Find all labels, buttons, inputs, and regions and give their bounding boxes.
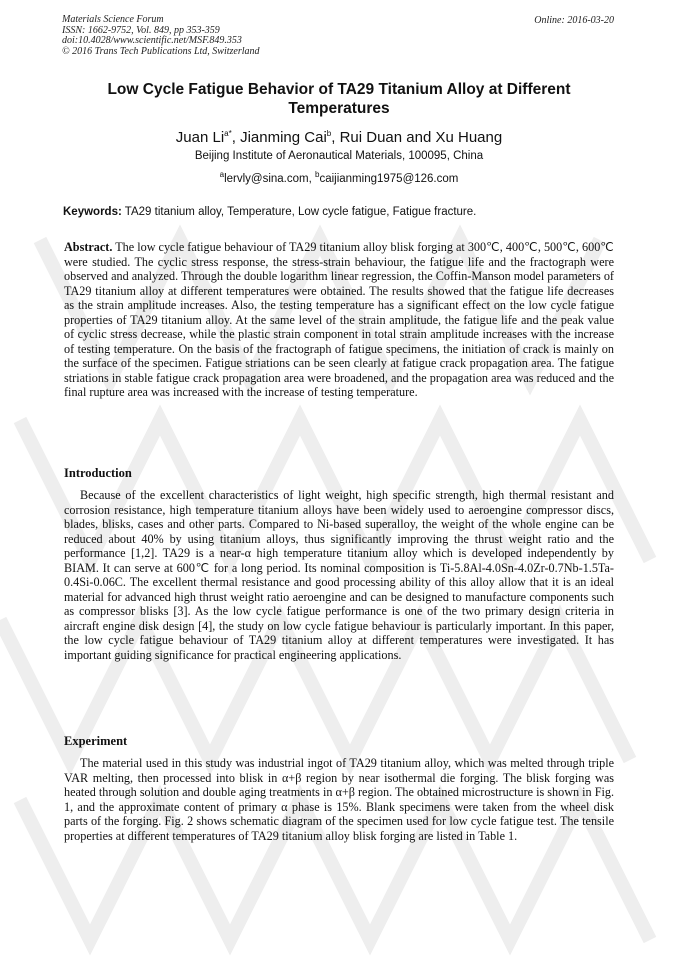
issn-line: ISSN: 1662-9752, Vol. 849, pp 353-359 bbox=[62, 24, 220, 36]
affiliation: Beijing Institute of Aeronautical Materials, 100095, China bbox=[194, 150, 484, 162]
author-superscript: a* bbox=[224, 129, 232, 138]
abstract-text: The low cycle fatigue behaviour of TA29 titanium alloy blisk forging at 300℃, 400℃, 500℃, 600℃ were studied. The cyclic stress response, the stress-strain behaviour, the fatigue life and the fractograph were observed and analyzed. Through the double logarithm linear regression, the Coffin-Manson model parameters of TA29 titanium alloy at different temperatures were obtained. The results showed that the fatigue life decreases as the strain amplitude increases. Also, the testing temperature has a significant effect on the low cycle fatigue properties of TA29 titanium alloy. At the same level of the strain amplitude, the fatigue life and the peak value of cyclic stress decrease, while the plastic strain component in total strain amplitude increases with the increase of testing temperature. On the basis of the fractograph of fatigue specimens, the initiation of crack is mainly on the surface of the specimen. Fatigue striations can be seen clearly at fatigue crack propagation area. The fatigue striations in stable fatigue crack propagation area were broadened, and the propagation area was reduced and the final rupture area was increased with the increase of testing temperature. bbox=[64, 240, 614, 399]
author-list: Juan $Li^{a*}$, Jianming Cai$^b$, Rui Duan and Xu Huang bbox=[175, 129, 503, 146]
email-superscript: a bbox=[219, 170, 225, 179]
journal-name: Materials Science Forum bbox=[62, 14, 164, 25]
keywords-label: Keywords: bbox=[63, 206, 122, 218]
email-link[interactable]: lervly@sina.com bbox=[224, 172, 309, 185]
copyright-line: © 2016 Trans Tech Publications Ltd, Switzerland bbox=[62, 45, 260, 57]
author-emails: $^a$lervly@sina.com, $^b$caijianming1975@126.com bbox=[219, 170, 459, 185]
abstract-label: Abstract. bbox=[64, 240, 113, 254]
doi-line: doi:10.4028/www.scientific.net/MSF.849.353 bbox=[62, 35, 242, 47]
author-superscript: b bbox=[326, 129, 332, 138]
author-name: Juan Li bbox=[175, 129, 225, 146]
author-names-rest: , Rui Duan and Xu Huang bbox=[331, 129, 503, 146]
introduction-heading: Introduction bbox=[64, 466, 132, 480]
experiment-paragraph: The material used in this study was industrial ingot of TA29 titanium alloy, which was melted through triple VAR melting, then processed into blisk in α+β region by near isothermal die forging. The blisk forging was heated through solution and double aging treatments in α+β region. The obtained microstructure is shown in Fig. 1, and the approximate content of primary α phase is 15%. Blank specimens were taken from the wheel disk parts of the forging. Fig. 2 shows schematic diagram of the specimen used for low cycle fatigue test. The tensile properties at different temperatures of TA29 titanium alloy blisk forging are listed in Table 1. bbox=[64, 756, 614, 843]
experiment-heading: Experiment bbox=[64, 734, 128, 748]
email-link[interactable]: caijianming1975@126.com bbox=[319, 172, 459, 185]
author-name: Jianming Cai bbox=[240, 129, 327, 146]
online-date: Online: 2016-03-20 bbox=[534, 15, 614, 26]
keywords-text: TA29 titanium alloy, Temperature, Low cycle fatigue, Fatigue fracture. bbox=[124, 206, 477, 218]
abstract-paragraph bbox=[64, 240, 614, 400]
introduction-paragraph: Because of the excellent characteristics of light weight, high specific strength, high thermal resistant and corrosion resistance, high temperature titanium alloys have been widely used to aeroengine compressor discs, blades, blisks, cases and other parts. Compared to Ni-based superalloy, the weight of the whole engine can be reduced about 40% by using titanium alloys, thus significantly improving the thrust weight ratio and the performance [1,2]. TA29 is a near-α high temperature titanium alloy which is developed independently by BIAM. It can serve at 600℃ for a long period. Its nominal composition is Ti-5.8Al-4.0Sn-4.0Zr-0.7Nb-1.5Ta-0.4Si-0.06C. The excellent thermal resistance and good processing ability of this alloy allow that it is an ideal material for advanced high thrust weight ratio aeroengine and can be designed to manufacture components such as compressor blisks [3]. As the low cycle fatigue performance is one of the two primary design criteria in aircraft engine disk design [4], the study on low cycle fatigue behaviour is particularly important. In this paper, the low cycle fatigue behaviour of TA29 titanium alloy at different temperatures were investigated. It has important guiding significance for practical engineering applications. bbox=[64, 488, 614, 662]
keywords bbox=[63, 206, 476, 218]
journal-metadata bbox=[62, 15, 260, 57]
email-superscript: b bbox=[315, 170, 320, 179]
paper-title: Low Cycle Fatigue Behavior of TA29 Titanium Alloy at Different Temperatures bbox=[107, 81, 571, 117]
